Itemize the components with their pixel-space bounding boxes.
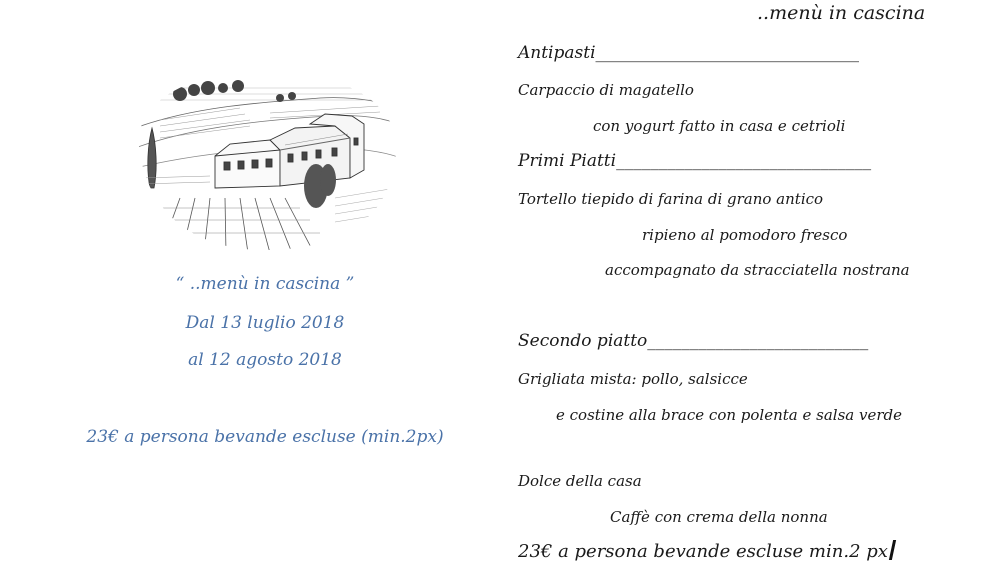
text-cursor: [889, 540, 896, 560]
date-from: Dal 13 luglio 2018: [185, 313, 345, 333]
dolce-line-1: Caffè con crema della nonna: [610, 508, 828, 526]
primi-line-1: Tortello tiepido di farina di grano antico: [518, 190, 824, 208]
primi-line-2: ripieno al pomodoro fresco: [642, 226, 848, 244]
menu-price: [518, 540, 894, 562]
left-price: 23€ a persona bevande escluse (min.2px): [86, 427, 444, 447]
menu-subtitle: “ ..menù in cascina ”: [175, 274, 355, 294]
antipasti-heading: Antipasti_______________________________: [518, 43, 860, 63]
antipasti-line-2: con yogurt fatto in casa e cetrioli: [593, 117, 846, 135]
dolce-heading: Dolce della casa: [518, 472, 642, 490]
secondo-line-1: Grigliata mista: pollo, salsicce: [518, 370, 748, 388]
antipasti-line-1: Carpaccio di magatello: [518, 81, 694, 99]
secondo-heading: Secondo piatto__________________________: [518, 331, 869, 351]
secondo-line-2: e costine alla brace con polenta e salsa verde: [556, 406, 902, 424]
farmhouse-sketch-illustration: [120, 58, 410, 258]
menu-price-text: 23€ a persona bevande escluse min.2 px: [518, 541, 888, 562]
menu-title: ..menù in cascina: [757, 2, 926, 24]
primi-line-3: accompagnato da stracciatella nostrana: [605, 261, 910, 279]
primi-heading: Primi Piatti______________________________: [518, 151, 872, 171]
date-to: al 12 agosto 2018: [188, 350, 342, 370]
